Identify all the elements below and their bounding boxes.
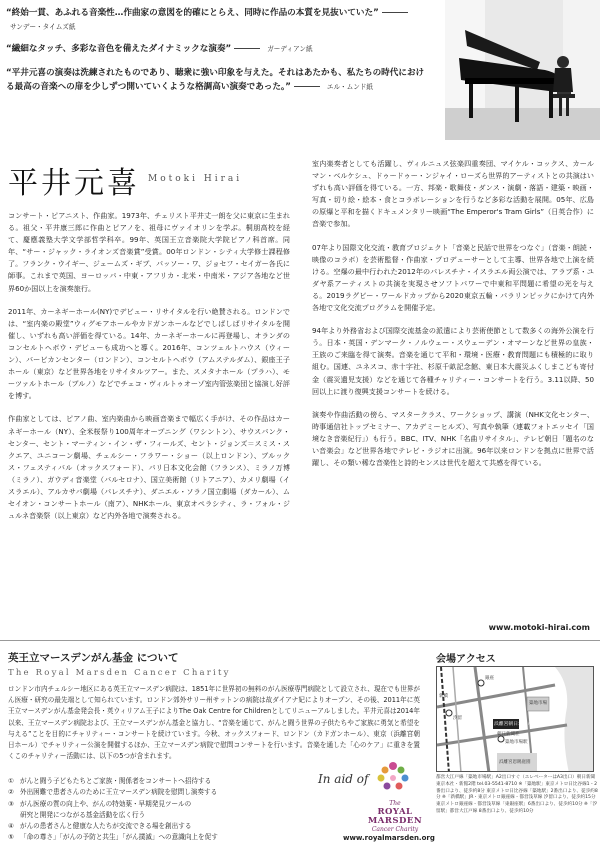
artist-website-link[interactable]: www.motoki-hirai.com [488, 623, 590, 632]
venue-map [436, 666, 594, 772]
charity-activities-list [8, 776, 308, 844]
in-aid-of-label: In aid of [318, 772, 369, 786]
quote-text: “繊細なタッチ、多彩な音色を備えたダイナミックな演奏” [6, 44, 232, 54]
list-item: ⑤ 「命の尊さ」「がんの予防と共生」「がん撲滅」への意識向上を促す [8, 833, 218, 842]
quote-3 [6, 66, 426, 94]
quote-text: “終始一貫、あふれる音楽性…作曲家の意図を的確にとらえ、同時に作品の本質を見抜いていた” [6, 8, 379, 18]
quote-2 [6, 42, 426, 56]
charity-section-title [8, 650, 179, 665]
list-item: 研究と開発につながる基金活動を広く行う [20, 810, 146, 819]
list-item: ① がんと闘う子どもたちとご家族・関係者をコンサートへ招待する [8, 777, 212, 785]
bio-right-column [312, 158, 594, 480]
pianist-photo [445, 0, 600, 140]
map-label-shiodome: 汐留 [453, 716, 462, 721]
bio-paragraph: 演奏や作曲活動の傍ら、マスタークラス、ワークショップ、講演（NHK文化センター、時事通信社トップセミナー、アカデミーヒルズ）、写真や執筆（連載フォトエッセイ「国境なき音楽紀行」）も行う。BBC、ITV、NHK「名曲リサイタル」、テレビ朝日「題名のない音楽会」など世界各地でテレビ・ラジオに出演。96年以来ロンドンを拠点に世界で活躍し、その類い稀な音楽性と詩的センスは世代を超えて共感を得ている。 [312, 409, 594, 468]
bio-paragraph: コンサート・ピアニスト、作曲家。1973年、チェリスト平井丈一朗を父に東京に生まれる。祖父・平井康三郎に作曲とピアノを、祖母にヴァイオリンを学ぶ。桐朋高校を経て、慶應義塾大学文学部哲学科卒。99年、英国王立音楽院大学院ピアノ科首席。同年、“サー・ジャック・ライオンズ音楽賞”受賞。00年ロンドン・シティ大学修士課程修了。フランク・ウイギー、ジェームズ・ギブ、パッソー・ワ、ジョセフ・セイガー各氏に師事。これまで英国、ヨーロッパ・中東・アフリカ・北米・中南米・アジア各地など世界60か国以上を演奏旅行。 [8, 211, 290, 293]
charity-body-text: ロンドン市内チェルシー地区にある英王立マースデン病院は、1851年に世界初の無料のがん医療専門病院として設立され、現在でも世界がん医療・研究の最先端として知られています。ロンドン郊外サリー州サットンの病院は故ダイアナ妃によりオープン、その後、2011年に英王立マースデンがん基金発会長・英ウィリアム王子によりThe Oak Centre for Childrenとしてリニューアルしました。平井元喜は2014年以来、王立マースデン病院および、王立マースデンがん基金と協力し、“音楽を通じて、がんと闘う世界の子供たちやご家族に勇気と希望を与える”ことを目的にチャリティー・コンサートを続けています。今秋、オックスフォード、ロンドン（カドガンホール）、東京（浜離宮朝日ホール）でチャリティー公演を開催するほか、王立マースデン病院で慰問コンサートを行います。音楽を通した「心のケア」に重きを置くこのチャリティー活動には、以下の5つが含まれます。 [8, 685, 420, 761]
map-label-hamarikyu: 浜離宮恩賜庭園 [499, 760, 531, 765]
quote-source: エル・ムンド紙 [326, 83, 374, 91]
bio-paragraph: 94年より外務省および国際交流基金の派遣により芸術使節として数多くの海外公演を行う。日本・英国・デンマーク・ノルウェー・スウェーデン・オマーンなど世界の皇族・王族のご来臨を得て演奏。音楽を通じて平和・環境・医療・教育問題にも積極的に取り組む。国連、ユネスコ、赤十字社、杉原千畝記念館、東日本大震災ふくしまこども寄付金（震災遺児支援）などを通じて各種チャリティー・コンサートを行う。3.11以降、50回以上に渡り復興支援コンサートを続ける。 [312, 326, 594, 396]
charity-subtitle-en: The Royal Marsden Cancer Charity [8, 668, 231, 678]
map-label-tsukijishijo: 築地市場駅 [505, 740, 528, 745]
section-divider [0, 640, 600, 641]
map-label-shimbashi: 新橋 [439, 694, 448, 699]
quote-source: サンデー・タイムズ紙 [10, 23, 76, 31]
quote-text: “平井元喜の演奏は洗練されたものであり、聴衆に強い印象を与えた。それはあたかも、私たちの時代における最高の音楽への扉を少しずつ開いていくような格調高い演奏であった。” [6, 68, 425, 92]
map-label-hall: 浜離宮朝日ホール [494, 722, 533, 727]
venue-access-title: 会場アクセス [436, 654, 496, 665]
charity-title-jp: 英王立マースデンがん基金 [8, 652, 134, 664]
charity-title-suffix: について [136, 652, 179, 664]
map-label-tsukiji: 築地市場 [529, 701, 547, 706]
map-label-asahi: 朝日新聞社 [497, 732, 520, 737]
list-item: ③ がん医療の質の向上や、がんの特効薬・早期発見ツールの [8, 799, 192, 808]
list-item: ④ がんの患者さんと健康な人たちが交流できる場を創出する [8, 822, 192, 831]
map-label-ginza: 銀座 [485, 676, 494, 681]
bio-left-column [8, 210, 290, 533]
bio-paragraph: 作曲家としては、ピアノ曲、室内楽曲から映画音楽まで幅広く手がけ、その作品はカーネギーホール（NY）、全米桜祭り100周年オープニング（ワシントン）、サウスバンク・センター、セント・マーティン・イン・ザ・フィールズ、セント・ジョンズ＝スミス・スクエア、ユニコーン劇場、チェルシー・フラワー・ショー（以上ロンドン）、ブルックス・フェスティバル（オックスフォード）、パリ日本文化会館（フランス）、ミラノ万博（ミラノ）、ガウディ音楽堂（バルセロナ）、国立美術館（リトアニア）、カメリ劇場（イスラエル）、アルカサバ劇場（パレスチナ）、ダニエル・ソラノ国立劇場（ダカール）、ムセイオン・コンサートホール（南ア）、NHKホール、東京オペラシティ、ラ・フォル・ジュルネ音楽祭（以上東京）など内外各地で演奏される。 [8, 414, 290, 521]
bio-paragraph: 07年より国際文化交流・教育プロジェクト「音楽と民話で世界をつなぐ」（音楽・朗読・映像のコラボ）を芸術監督・作曲家・プロデューサーとして主導、世界各地で上演を続ける。空爆の最中行われた2012年のパレスチナ・イスラエル両公演では、アラブ系・ユダヤ系アーティストの共演を実現させソフトパワーで中東和平問題に希望の光を与える。2019ラグビー・ワールドカップから2020東京五輪・パラリンピックにかけて内外各地で文化交流プログラムを開催予定。 [312, 242, 594, 313]
charity-website-link[interactable]: www.royalmarsden.org [343, 834, 435, 842]
list-item: ② 外出困難で患者さんのために王立マースデン病院を慰問し演奏する [8, 788, 218, 797]
bio-paragraph: 室内楽奏者としても活躍し、ヴィルニュス弦楽四重奏団、マイケル・コックス、カールマン・ベルケシュ、ドゥードゥー・ンジャイ・ローズら世界的アーティストとの共演はいずれも高い評価を得ている。一方、邦楽・歌舞伎・ダンス・演劇・落語・建築・映画・写真・切り絵・絵本・食とコラボレーションを行うなど多彩な活動を展開。05年、広島の原爆と平和を描くドキュメンタリー映画“The Emperor's Tram Girls”（日英合作）に音楽で参加。 [312, 159, 594, 229]
quote-source: ガーディアン紙 [267, 45, 313, 53]
artist-name-en: Motoki Hirai [148, 174, 243, 184]
artist-name-jp: 平井元喜 [8, 166, 140, 201]
bio-paragraph: 2011年、カーネギーホール(NY)でデビュー・リサイタルを行い絶賛される。ロンドンでは、“室内楽の殿堂”ウィグモアホールやカドガンホールなどでしばしばリサイタルを開催し、いずれも高い評価を得ている。14年、カーネギーホールに再登場し、オランダのコンセルトヘボウ・デビューも成功へと導く。2016年、コンツェルトハウス（ウィーン）、バービカンセンター（ロンドン）、コンセルトヘボウ（アムステルダム）、銀座王子ホール（東京）など世界各地をリサイタルツアー。また、スメタナホール（プラハ）、モーツァルトホール（ブルノ）などでチェコ・ヴィルトゥオーゾ室内管弦楽団と協演し好評を博す。 [8, 306, 290, 401]
venue-access-info: 都営大江戸線「築地市場駅」A2出口すぐ（エレベーターはA3出口）朝日新聞東京本社・新館2階 tel.03-5541-8710 ※「築地駅」東京メトロ日比谷線1・2番出口より、徒歩約8分 東京メトロ日比谷線「築地駅」2番出口より、徒歩約8分 ※「新橋駅」JR・東京メトロ銀座線・都営浅草線 汐留口より、徒歩約15分 東京メトロ銀座線・都営浅草線「東銀座駅」6番出口より、徒歩約10分 ※「汐留駅」都営大江戸線 8番出口より、徒歩約10分 [436, 775, 598, 814]
quote-1 [6, 6, 426, 34]
royal-marsden-logo-text: The ROYAL MARSDEN Cancer Charity [367, 800, 423, 833]
